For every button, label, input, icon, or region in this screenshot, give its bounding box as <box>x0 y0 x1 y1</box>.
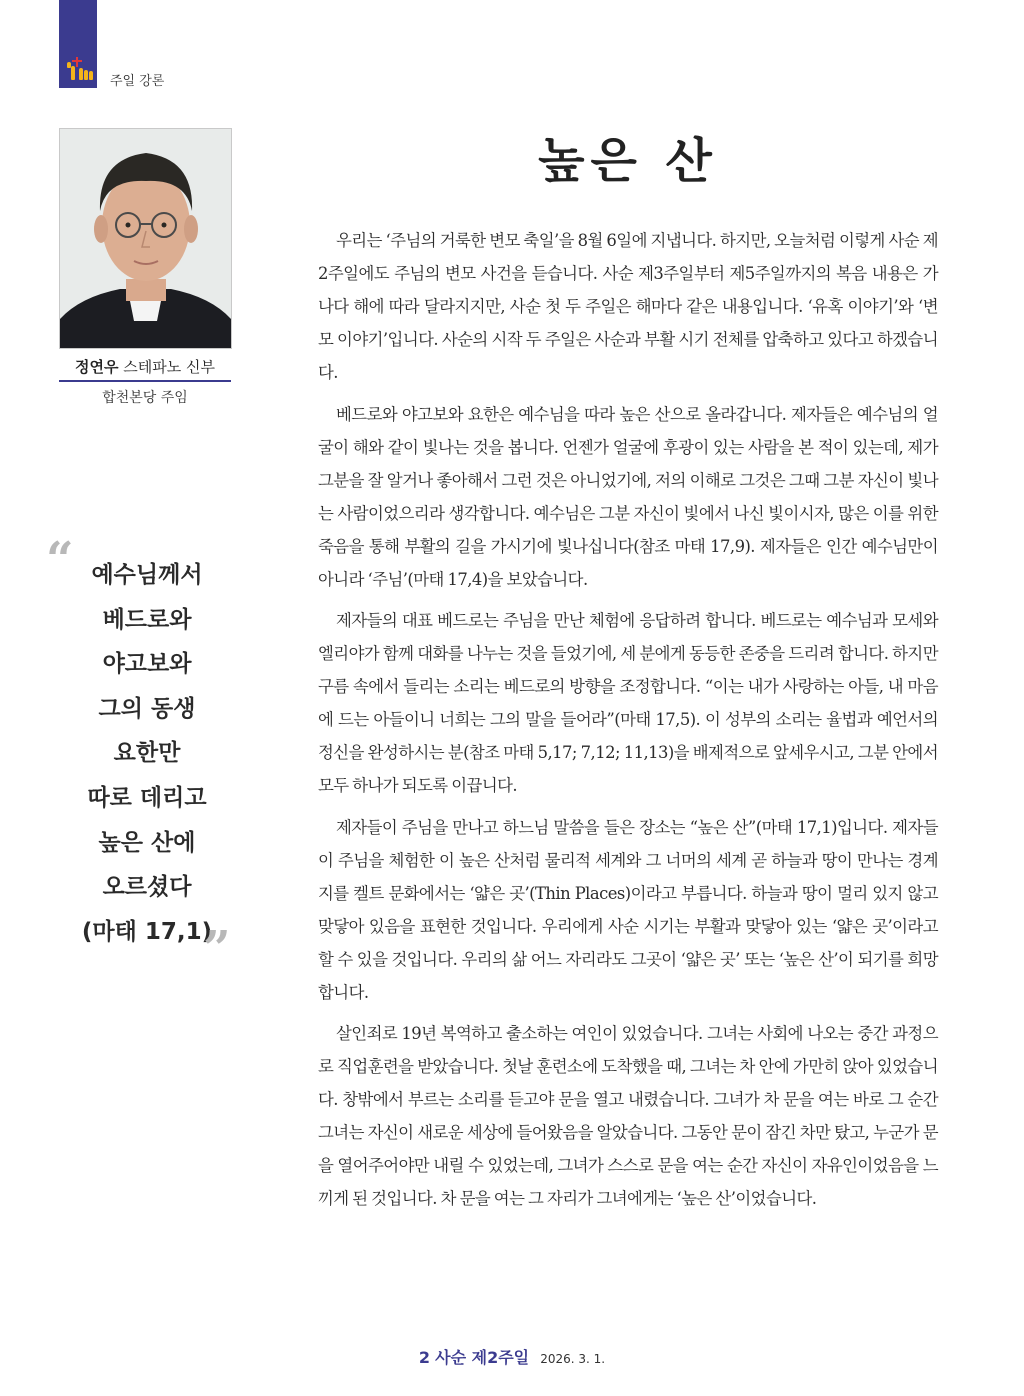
pull-quote-line: 베드로와 <box>102 606 192 633</box>
pull-quote-line: 예수님께서 <box>91 562 203 588</box>
author-photo <box>59 128 232 349</box>
author-name: 정연우 <box>75 358 119 376</box>
author-title: 스테파노 신부 <box>123 358 215 376</box>
pull-quote-line: 따로 데리고 <box>87 784 207 811</box>
issue-name: 사순 제2주일 <box>435 1348 530 1367</box>
pull-quote-line: 오르셨다 <box>102 874 192 901</box>
author-role: 합천본당 주임 <box>102 390 188 406</box>
pull-quote-line: 높은 산에 <box>98 829 196 856</box>
pull-quote <box>72 553 222 954</box>
page-number: 2 <box>418 1348 431 1367</box>
pull-quote-line: 요한만 <box>113 740 181 767</box>
article-body <box>318 224 938 1224</box>
issue-date: 2026. 3. 1. <box>540 1352 606 1366</box>
article-paragraph: 제자들이 주님을 만나고 하느님 말씀을 들은 장소는 “높은 산”(마태 17,1)입니다. 제자들이 주님을 체험한 이 높은 산처럼 물리적 세계와 그 너머의 세계 곧 하늘과 땅이 만나는 경계지를 켈트 문화에서는 ‘얇은 곳’(Thin Places)이라고 부릅니다. 하늘과 땅이 멀리 있지 않고 맞닿아 있음을 표현한 것입니다. 우리에게 사순 시기는 부활과 맞닿아 있는 ‘얇은 곳’이라고 할 수 있을 것입니다. 우리의 삶 어느 자리라도 그곳이 ‘얇은 곳’ 또는 ‘높은 산’이 되기를 희망합니다. <box>318 817 938 1002</box>
section-tab <box>59 0 97 88</box>
open-quote-icon: “ <box>46 532 74 588</box>
article-paragraph: 우리는 ‘주님의 거룩한 변모 축일’을 8월 6일에 지냅니다. 하지만, 오늘처럼 이렇게 사순 제2주일에도 주님의 변모 사건을 듣습니다. 사순 제3주일부터 제5주일까지의 복음 내용은 가나다 해에 따라 달라지지만, 사순 첫 두 주일은 해마다 같은 내용입니다. ‘유혹 이야기’와 ‘변모 이야기’입니다. 사순의 시작 두 주일은 사순과 부활 시기 전체를 압축하고 있다고 하겠습니다. <box>318 231 938 382</box>
section-label: 주일 강론 <box>110 74 165 89</box>
author-name-line <box>59 356 231 382</box>
pull-quote-line: (마태 17,1) <box>81 918 213 945</box>
priest-portrait <box>60 129 231 348</box>
article-paragraph: 베드로와 야고보와 요한은 예수님을 따라 높은 산으로 올라갑니다. 제자들은 예수님의 얼굴이 해와 같이 빛나는 것을 봅니다. 언젠가 얼굴에 후광이 있는 사람을 본 적이 있는데, 제가 그분을 잘 알거나 좋아해서 그런 것은 아니었기에, 저의 이해로 그것은 그때 그분 자신이 빛나는 사람이었으리라 생각합니다. 예수님은 그분 자신이 빛에서 나신 빛이시자, 많은 이를 위한 죽음을 통해 부활의 길을 가시기에 빛나십니다(참조 마태 17,9). 제자들은 인간 예수님만이 아니라 ‘주님’(마태 17,4)을 보았습니다. <box>318 404 938 589</box>
close-quote-icon: ” <box>203 921 231 977</box>
pull-quote-line: 그의 동생 <box>98 695 196 722</box>
pull-quote-line: 야고보와 <box>102 651 192 678</box>
page-footer <box>0 1345 1024 1368</box>
article-paragraph: 살인죄로 19년 복역하고 출소하는 여인이 있었습니다. 그녀는 사회에 나오는 중간 과정으로 직업훈련을 받았습니다. 첫날 훈련소에 도착했을 때, 그녀는 차 안에 가만히 앉아 있었습니다. 창밖에서 부르는 소리를 듣고야 문을 열고 내렸습니다. 그녀가 차 문을 여는 바로 그 순간 그녀는 자신이 새로운 세상에 들어왔음을 알았습니다. 그동안 문이 잠긴 차만 탔고, 누군가 문을 열어주어야만 내릴 수 있었는데, 그녀가 스스로 문을 여는 순간 자신이 자유인이었음을 느끼게 된 것입니다. 차 문을 여는 그 자리가 그녀에게는 ‘높은 산’이었습니다. <box>318 1024 938 1208</box>
article-paragraph: 제자들의 대표 베드로는 주님을 만난 체험에 응답하려 합니다. 베드로는 예수님과 모세와 엘리야가 함께 대화를 나누는 것을 들었기에, 세 분에게 동등한 존중을 드리려 합니다. 하지만 구름 속에서 들리는 소리는 베드로의 방향을 조정합니다. “이는 내가 사랑하는 아들, 내 마음에 드는 아들이니 너희는 그의 말을 들어라”(마태 17,5). 이 성부의 소리는 율법과 예언서의 정신을 완성하시는 분(참조 마태 5,17; 7,12; 11,13)을 배제적으로 앞세우시고, 그분 안에서 모두 하나가 되도록 이끕니다. <box>318 611 938 795</box>
article-title: 높은 산 <box>538 133 718 189</box>
